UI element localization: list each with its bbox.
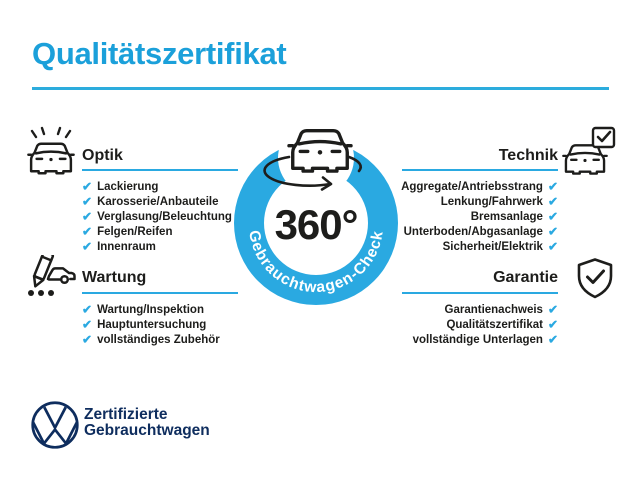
item-label: Innenraum [97, 240, 156, 253]
check-icon: ✔ [547, 317, 558, 331]
list-item [404, 224, 558, 239]
garantie-underline [402, 292, 558, 294]
brand-line-2: Gebrauchtwagen [84, 422, 210, 439]
item-label: Lenkung/Fahrwerk [440, 195, 543, 208]
technik-underline [402, 169, 558, 171]
technik-car-checkbox-icon [562, 126, 616, 178]
check-icon: ✔ [547, 179, 558, 193]
list-item [471, 209, 558, 224]
technik-checklist [400, 179, 558, 254]
section-title-garantie: Garantie [493, 269, 558, 286]
list-item [82, 224, 232, 239]
list-item [413, 332, 558, 347]
optik-shining-car-icon [26, 126, 76, 180]
list-item [401, 179, 558, 194]
list-item [82, 194, 232, 209]
item-label: Bremsanlage [470, 210, 543, 223]
item-label: vollständige Unterlagen [412, 333, 543, 346]
check-icon: ✔ [82, 209, 93, 223]
list-item [82, 317, 220, 332]
list-item [443, 239, 558, 254]
item-label: Lackierung [97, 180, 159, 193]
item-label: Aggregate/Antriebsstrang [401, 180, 543, 193]
check-icon: ✔ [547, 224, 558, 238]
page-title: Qualitätszertifikat [32, 36, 287, 71]
item-label: Karosserie/Anbauteile [97, 195, 219, 208]
brand-claim [84, 407, 210, 439]
garantie-shield-check-icon [575, 257, 615, 307]
check-icon: ✔ [82, 224, 93, 238]
check-icon: ✔ [547, 239, 558, 253]
item-label: Wartung/Inspektion [97, 303, 204, 316]
item-label: Sicherheit/Elektrik [442, 240, 543, 253]
check-icon: ✔ [82, 239, 93, 253]
list-item [445, 302, 559, 317]
garantie-checklist [400, 302, 558, 347]
list-item [446, 317, 558, 332]
item-label: Qualitätszertifikat [446, 318, 543, 331]
item-label: Unterboden/Abgasanlage [403, 225, 543, 238]
brand-line-1: Zertifizierte [84, 406, 168, 423]
section-title-wartung: Wartung [82, 269, 147, 286]
list-item [82, 179, 232, 194]
wartung-checklist [82, 302, 220, 347]
list-item [82, 239, 232, 254]
list-item [82, 302, 220, 317]
check-icon: ✔ [547, 302, 558, 316]
section-title-optik: Optik [82, 147, 123, 164]
ring-curved-label: Gebrauchtwagen-Check [245, 228, 387, 297]
section-title-technik: Technik [498, 147, 558, 164]
degree-label: 360° [274, 201, 358, 248]
check-icon: ✔ [82, 179, 93, 193]
check-icon: ✔ [82, 332, 93, 346]
vw-logo [30, 400, 80, 450]
check-icon: ✔ [547, 332, 558, 346]
item-label: Felgen/Reifen [97, 225, 173, 238]
item-label: Verglasung/Beleuchtung [97, 210, 232, 223]
list-item [82, 209, 232, 224]
check-icon: ✔ [547, 209, 558, 223]
check-icon: ✔ [82, 194, 93, 208]
check-icon: ✔ [547, 194, 558, 208]
wartung-pencil-car-icon [24, 255, 76, 309]
optik-underline [82, 169, 238, 171]
optik-checklist [82, 179, 232, 254]
item-label: vollständiges Zubehör [97, 333, 220, 346]
list-item [82, 332, 220, 347]
wartung-underline [82, 292, 238, 294]
item-label: Garantienachweis [444, 303, 543, 316]
item-label: Hauptuntersuchung [97, 318, 207, 331]
list-item [441, 194, 558, 209]
check-icon: ✔ [82, 302, 93, 316]
check-icon: ✔ [82, 317, 93, 331]
title-divider [32, 87, 609, 90]
